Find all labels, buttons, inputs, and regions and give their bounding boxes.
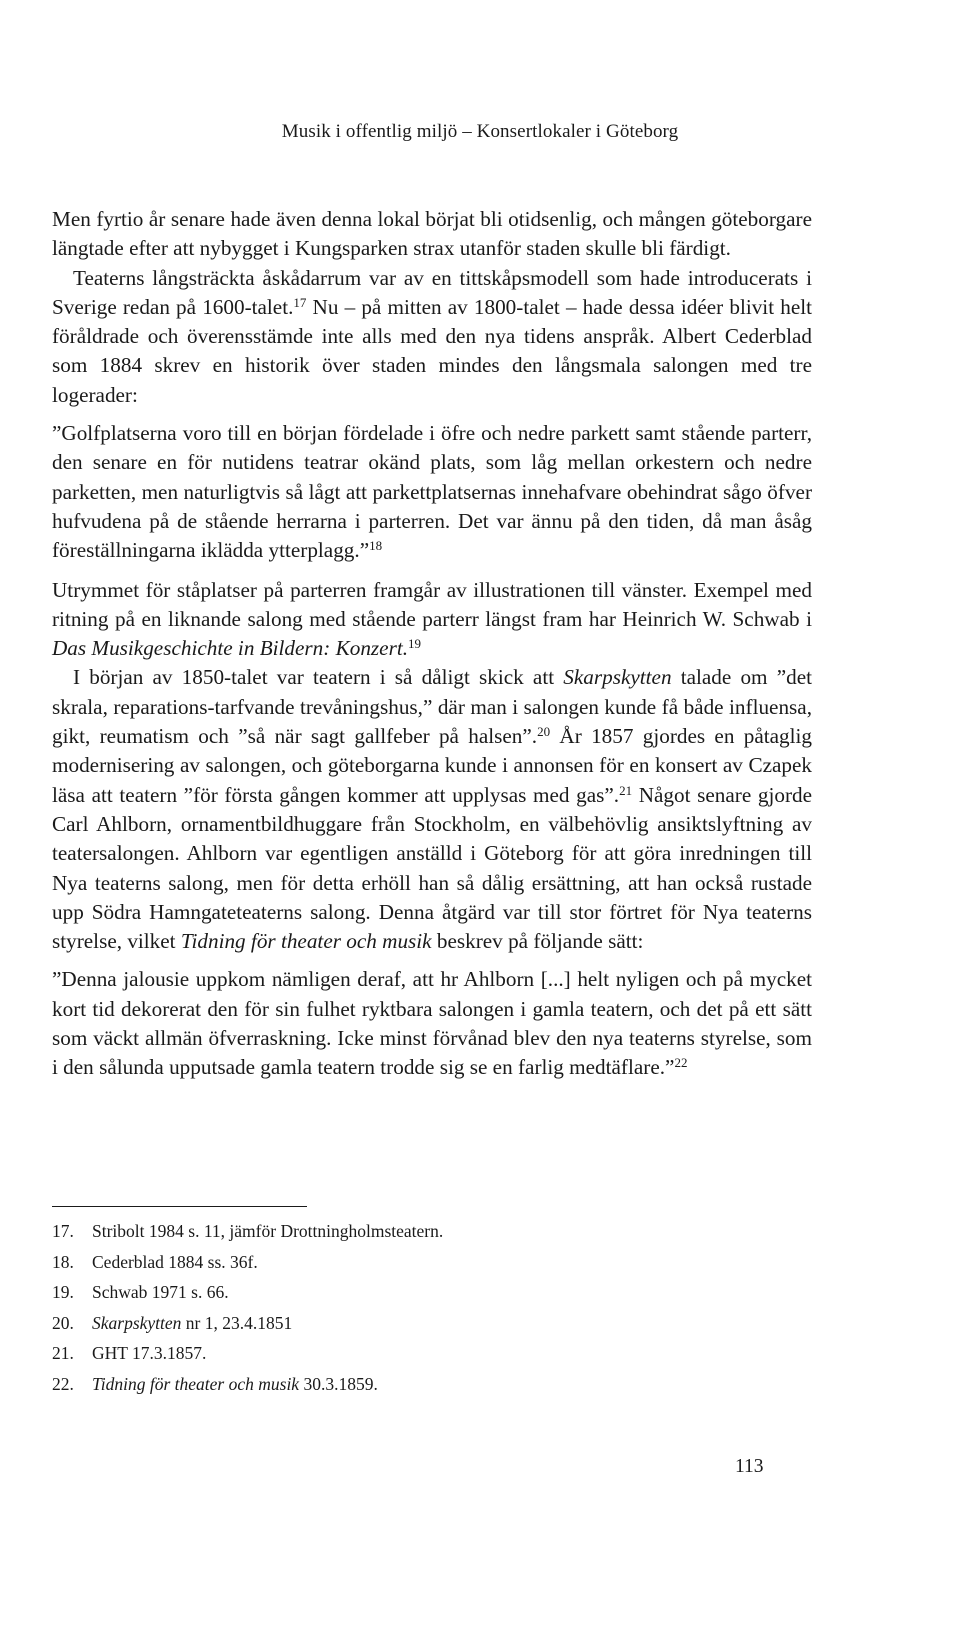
footnote-rest: 30.3.1859.: [299, 1373, 378, 1394]
footnote-19: [52, 1277, 752, 1308]
skarpskytten-title: Skarpskytten: [563, 665, 672, 690]
footnote-ref-20: 20: [537, 724, 551, 740]
footnote-italic: Tidning för theater och musik: [92, 1373, 300, 1394]
tidning-title: Tidning för theater och musik: [180, 929, 432, 954]
page-number: 113: [735, 1456, 764, 1477]
footnote-18: [52, 1247, 752, 1278]
body-text: [52, 205, 812, 1093]
paragraph-1: [52, 205, 812, 264]
footnote-number: 17.: [52, 1221, 74, 1241]
footnote-ref-22: 22: [674, 1055, 688, 1071]
footnote-plain: Schwab 1971 s. 66.: [92, 1282, 229, 1303]
block-quote-1: [52, 419, 812, 565]
block-quote-2: [52, 965, 812, 1082]
footnote-italic: Skarpskytten: [92, 1312, 182, 1333]
footnote-20: [52, 1308, 752, 1339]
footnote-ref-18: 18: [369, 538, 383, 554]
paragraph-2-text-a: Teaterns långsträckta åskådarrum var av en tittskåpsmodell som hade introducerats i Sverige redan på 1600-talet.: [52, 265, 812, 319]
paragraph-4-text-b: talade om ”det skrala, reparations-tarfvande trevåningshus,” där man i salongen kunde få både influensa, gikt, reumatism och ”så när sagt gallfeber på halsen”.: [52, 665, 812, 749]
paragraph-3-text-a: Utrymmet för ståplatser på parterren framgår av illustrationen till vänster. Exempel med ritning på en liknande salong med stående parterr längst fram har Heinrich W. Schwab i: [52, 577, 812, 631]
paragraph-2: [52, 264, 812, 410]
paragraph-2-text-b: Nu – på mitten av 1800-talet – hade dessa idéer blivit helt föråldrade och överensstämde inte alls med den nya tidens anspråk. Albert Cederblad som 1884 skrev en historik över staden mindes den långsmala salongen med tre logerader:: [52, 294, 812, 407]
footnote-plain: Cederblad 1884 ss. 36f.: [92, 1251, 258, 1272]
footnote-text: [92, 1338, 752, 1369]
footnote-text: [92, 1247, 752, 1278]
footnote-text: [92, 1277, 752, 1308]
schwab-title: Das Musikgeschichte in Bildern: Konzert.: [52, 636, 409, 661]
paragraph-3: [52, 576, 812, 664]
footnotes: [52, 1216, 752, 1400]
paragraph-4-text-a: I början av 1850-talet var teatern i så dåligt skick att: [73, 665, 564, 690]
block-quote-2-text: ”Denna jalousie uppkom nämligen deraf, att hr Ahlborn [...] helt nyligen och på mycket kort tid dekorerat den för sin fulhet ryktbara salongen i gamla teatern, och det på ett sätt som väckt allmän öfverraskning. Icke minst förvånad blev den nya teaterns styrelse, som i den sålunda upputsade gamla teatern trodde sig se en farlig medtäflare.”: [52, 967, 812, 1080]
footnote-plain: GHT 17.3.1857.: [92, 1343, 207, 1364]
paragraph-4: [52, 663, 812, 956]
footnote-text: [92, 1308, 752, 1339]
footnote-text: [92, 1216, 752, 1247]
footnote-21: [52, 1338, 752, 1369]
paragraph-4-text-c: År 1857 gjordes en påtaglig modernisering av salongen, och göteborgarna kunde i annonsen för en konsert av Czapek läsa att teatern ”för första gången kommer att upplysas med gas”.: [52, 724, 812, 807]
paragraph-4-text-d: Något senare gjorde Carl Ahlborn, ornamentbildhuggare från Stockholm, en välbehövlig ansiktslyftning av teatersalongen. Ahlborn var egentligen anställd i Göteborg för att göra inredningen till Nya teaterns salong, men för detta erhöll han så dålig ersättning, att han också rustade upp Södra Hamngateteaterns salong. Denna åtgärd var till stor förtret för Nya teaterns styrelse, vilket: [52, 782, 812, 954]
footnote-number: 20.: [52, 1312, 74, 1333]
paragraph-4-text-e: beskrev på följande sätt:: [431, 929, 644, 954]
footnote-22: [52, 1369, 752, 1400]
running-head: Musik i offentlig miljö – Konsertlokaler i Göteborg: [281, 121, 679, 142]
footnote-number: 22.: [52, 1373, 74, 1394]
paragraph-1-text: Men fyrtio år senare hade även denna lokal börjat bli otidsenlig, och mången göteborgare längtade efter att nybygget i Kungsparken strax utanför staden skulle bli färdigt.: [52, 207, 812, 261]
footnote-ref-21: 21: [619, 782, 633, 798]
footnote-divider: [52, 1206, 307, 1207]
footnote-text: [92, 1369, 752, 1400]
footnote-number: 21.: [52, 1343, 74, 1364]
footnote-ref-17: 17: [293, 294, 307, 310]
footnote-ref-19: 19: [408, 636, 422, 652]
footnote-rest: nr 1, 23.4.1851: [181, 1312, 293, 1333]
footnote-number: 19.: [52, 1282, 74, 1303]
footnote-number: 18.: [52, 1251, 74, 1272]
block-quote-1-text: ”Golfplatserna voro till en början fördelade i öfre och nedre parkett samt stående parterr, den senare en för nutidens teatrar okänd plats, som låg mellan orkestern och nedre parketten, men naturligtvis så lågt att parkettplatsernas innehafvare obehindrat sågo öfver hufvudena på de stående herrarna i parterren. Det var ännu på den tiden, då man åsåg föreställningarna iklädda ytterplagg.”: [52, 421, 812, 563]
footnote-17: [52, 1216, 752, 1247]
footnote-plain: Stribolt 1984 s. 11, jämför Drottningholmsteatern.: [92, 1221, 444, 1241]
